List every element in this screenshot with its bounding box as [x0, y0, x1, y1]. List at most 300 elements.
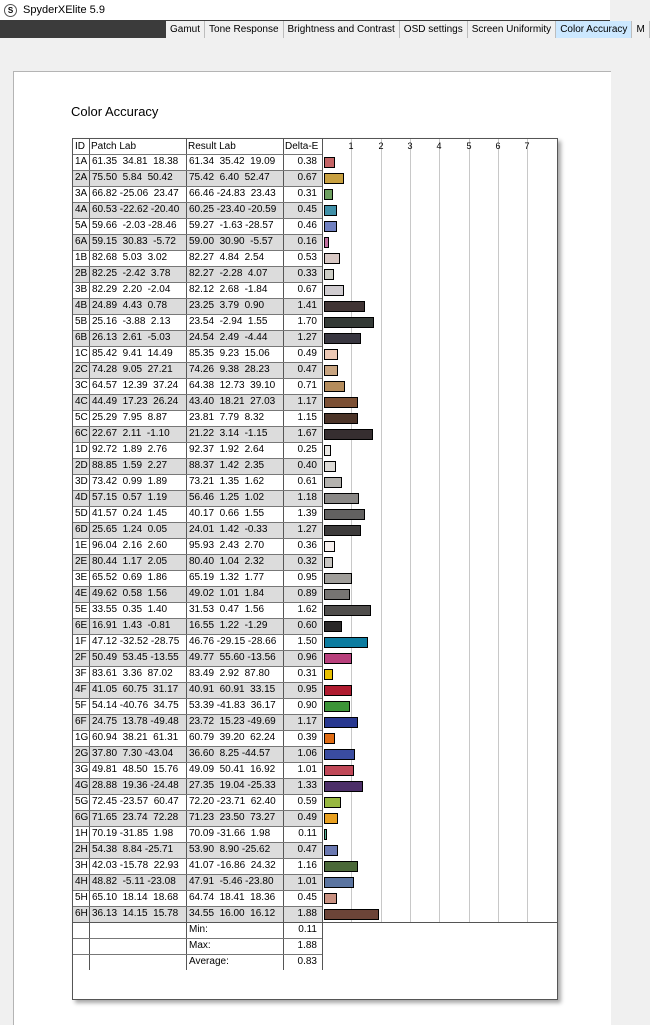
cell-result: 61.34 35.42 19.09 [189, 156, 276, 167]
scale-tick-label: 4 [436, 141, 442, 151]
table-row [73, 682, 557, 698]
cell-de: 0.33 [297, 268, 317, 279]
delta-e-bar [324, 413, 358, 424]
cell-patch: 24.75 13.78 -49.48 [92, 716, 179, 727]
cell-de: 0.95 [297, 572, 317, 583]
cell-de: 0.95 [297, 684, 317, 695]
summary-label: Min: [189, 924, 208, 935]
header-id: ID [75, 141, 85, 152]
cell-result: 71.23 23.50 73.27 [189, 812, 276, 823]
cell-result: 59.27 -1.63 -28.57 [189, 220, 274, 231]
cell-patch: 80.44 1.17 2.05 [92, 556, 168, 567]
delta-e-bar [324, 157, 335, 168]
cell-de: 0.32 [297, 556, 317, 567]
cell-de: 0.46 [297, 220, 317, 231]
cell-patch: 41.05 60.75 31.17 [92, 684, 179, 695]
cell-id: 1B [75, 252, 88, 263]
cell-id: 2A [75, 172, 88, 183]
cell-id: 6A [75, 236, 88, 247]
cell-de: 1.15 [297, 412, 317, 423]
cell-result: 56.46 1.25 1.02 [189, 492, 265, 503]
cell-id: 2D [75, 460, 88, 471]
cell-id: 1F [75, 636, 87, 647]
table-row [73, 858, 557, 874]
cell-result: 49.09 50.41 16.92 [189, 764, 276, 775]
table-row [73, 394, 557, 410]
table-row [73, 618, 557, 634]
cell-result: 53.90 8.90 -25.62 [189, 844, 271, 855]
delta-e-bar [324, 893, 337, 904]
window-title: SpyderXElite 5.9 [23, 4, 105, 16]
cell-result: 24.01 1.42 -0.33 [189, 524, 268, 535]
cell-de: 1.17 [297, 396, 317, 407]
cell-patch: 75.50 5.84 50.42 [92, 172, 173, 183]
cell-result: 49.02 1.01 1.84 [189, 588, 265, 599]
delta-e-bar [324, 253, 340, 264]
delta-e-bar [324, 269, 334, 280]
cell-result: 66.46 -24.83 23.43 [189, 188, 276, 199]
header-result: Result Lab [188, 141, 236, 152]
cell-patch: 82.25 -2.42 3.78 [92, 268, 171, 279]
cell-id: 4G [75, 780, 89, 791]
tab-m[interactable]: M [632, 21, 649, 38]
delta-e-bar [324, 381, 345, 392]
cell-id: 4C [75, 396, 88, 407]
cell-de: 0.47 [297, 844, 317, 855]
cell-patch: 74.28 9.05 27.21 [92, 364, 173, 375]
delta-e-bar [324, 445, 331, 456]
cell-id: 6D [75, 524, 88, 535]
delta-e-bar [324, 397, 358, 408]
delta-e-bar [324, 717, 358, 728]
cell-result: 23.25 3.79 0.90 [189, 300, 265, 311]
table-row [73, 826, 557, 842]
delta-e-bar [324, 909, 379, 920]
cell-result: 21.22 3.14 -1.15 [189, 428, 268, 439]
delta-e-bar [324, 333, 361, 344]
table-row [73, 698, 557, 714]
cell-patch: 26.13 2.61 -5.03 [92, 332, 171, 343]
table-row [73, 842, 557, 858]
cell-de: 1.88 [297, 908, 317, 919]
table-row [73, 810, 557, 826]
table-row [73, 346, 557, 362]
cell-id: 3C [75, 380, 88, 391]
delta-e-bar [324, 669, 333, 680]
cell-patch: 82.29 2.20 -2.04 [92, 284, 171, 295]
delta-e-bar [324, 461, 336, 472]
cell-result: 70.09 -31.66 1.98 [189, 828, 271, 839]
cell-result: 82.27 4.84 2.54 [189, 252, 265, 263]
cell-patch: 36.13 14.15 15.78 [92, 908, 179, 919]
cell-id: 4H [75, 876, 88, 887]
cell-id: 5A [75, 220, 88, 231]
cell-result: 59.00 30.90 -5.57 [189, 236, 273, 247]
cell-patch: 49.62 0.58 1.56 [92, 588, 168, 599]
app-icon: S [4, 4, 17, 17]
cell-id: 3F [75, 668, 87, 679]
cell-de: 0.16 [297, 236, 317, 247]
cell-de: 1.33 [297, 780, 317, 791]
cell-result: 64.74 18.41 18.36 [189, 892, 276, 903]
cell-result: 40.91 60.91 33.15 [189, 684, 276, 695]
table-row [73, 634, 557, 650]
delta-e-bar [324, 221, 337, 232]
scale-tick-label: 3 [407, 141, 413, 151]
delta-e-bar [324, 685, 352, 696]
table-row [73, 154, 557, 170]
cell-patch: 65.10 18.14 18.68 [92, 892, 179, 903]
table-row [73, 586, 557, 602]
cell-id: 5G [75, 796, 89, 807]
table-row [73, 362, 557, 378]
cell-patch: 65.52 0.69 1.86 [92, 572, 168, 583]
cell-de: 0.96 [297, 652, 317, 663]
delta-e-bar [324, 541, 335, 552]
delta-e-bar [324, 845, 338, 856]
cell-de: 0.45 [297, 892, 317, 903]
tab-screen-uniformity[interactable]: Screen Uniformity [468, 21, 556, 38]
table-row [73, 442, 557, 458]
delta-e-bar [324, 605, 371, 616]
summary-value: 0.83 [297, 956, 317, 967]
cell-id: 4D [75, 492, 88, 503]
cell-de: 1.27 [297, 332, 317, 343]
table-row [73, 298, 557, 314]
delta-e-bar [324, 365, 338, 376]
cell-de: 0.71 [297, 380, 317, 391]
scale-tick-label: 5 [466, 141, 472, 151]
cell-de: 1.67 [297, 428, 317, 439]
tab-tone-response[interactable]: Tone Response [205, 21, 284, 38]
cell-id: 6E [75, 620, 88, 631]
table-row [73, 282, 557, 298]
table-row [73, 266, 557, 282]
cell-result: 92.37 1.92 2.64 [189, 444, 265, 455]
cell-id: 1C [75, 348, 88, 359]
cell-patch: 16.91 1.43 -0.81 [92, 620, 171, 631]
cell-result: 23.81 7.79 8.32 [189, 412, 265, 423]
report-title: Color Accuracy [71, 104, 159, 119]
cell-patch: 85.42 9.41 14.49 [92, 348, 173, 359]
table-row [73, 218, 557, 234]
cell-result: 23.54 -2.94 1.55 [189, 316, 268, 327]
delta-e-bar [324, 877, 354, 888]
table-row [73, 506, 557, 522]
header-delta: Delta-E [285, 141, 319, 152]
cell-patch: 71.65 23.74 72.28 [92, 812, 179, 823]
cell-result: 24.54 2.49 -4.44 [189, 332, 268, 343]
tab-gamut[interactable]: Gamut [166, 21, 205, 38]
cell-patch: 59.15 30.83 -5.72 [92, 236, 176, 247]
tab-color-accuracy[interactable]: Color Accuracy [556, 21, 632, 38]
table-row [73, 410, 557, 426]
cell-id: 1H [75, 828, 88, 839]
table-row [73, 186, 557, 202]
cell-patch: 92.72 1.89 2.76 [92, 444, 168, 455]
cell-id: 2C [75, 364, 88, 375]
cell-result: 85.35 9.23 15.06 [189, 348, 270, 359]
color-accuracy-table [72, 138, 558, 1000]
delta-e-bar [324, 525, 361, 536]
cell-id: 6C [75, 428, 88, 439]
delta-e-bar [324, 301, 365, 312]
table-row [73, 234, 557, 250]
table-row [73, 794, 557, 810]
cell-result: 60.25 -23.40 -20.59 [189, 204, 277, 215]
cell-result: 64.38 12.73 39.10 [189, 380, 276, 391]
cell-id: 2E [75, 556, 88, 567]
delta-e-bar [324, 477, 342, 488]
cell-id: 6F [75, 716, 87, 727]
cell-result: 23.72 15.23 -49.69 [189, 716, 276, 727]
cell-result: 82.12 2.68 -1.84 [189, 284, 268, 295]
cell-patch: 28.88 19.36 -24.48 [92, 780, 179, 791]
cell-de: 0.38 [297, 156, 317, 167]
cell-de: 1.27 [297, 524, 317, 535]
cell-result: 82.27 -2.28 4.07 [189, 268, 268, 279]
table-row [73, 554, 557, 570]
cell-id: 4E [75, 588, 88, 599]
cell-id: 5F [75, 700, 87, 711]
cell-id: 4B [75, 300, 88, 311]
cell-patch: 22.67 2.11 -1.10 [92, 428, 170, 439]
cell-id: 2B [75, 268, 88, 279]
cell-de: 0.40 [297, 460, 317, 471]
delta-e-bar [324, 653, 352, 664]
delta-e-bar [324, 701, 350, 712]
cell-result: 49.77 55.60 -13.56 [189, 652, 276, 663]
table-row [73, 314, 557, 330]
cell-result: 83.49 2.92 87.80 [189, 668, 270, 679]
cell-result: 34.55 16.00 16.12 [189, 908, 276, 919]
cell-result: 36.60 8.25 -44.57 [189, 748, 271, 759]
table-row [73, 522, 557, 538]
cell-result: 95.93 2.43 2.70 [189, 540, 265, 551]
cell-patch: 73.42 0.99 1.89 [92, 476, 168, 487]
table-row [73, 426, 557, 442]
table-row [73, 202, 557, 218]
table-row [73, 778, 557, 794]
delta-e-bar [324, 781, 363, 792]
delta-e-bar [324, 237, 329, 248]
cell-patch: 61.35 34.81 18.38 [92, 156, 179, 167]
cell-patch: 96.04 2.16 2.60 [92, 540, 168, 551]
cell-result: 80.40 1.04 2.32 [189, 556, 265, 567]
delta-e-bar [324, 493, 359, 504]
cell-result: 73.21 1.35 1.62 [189, 476, 265, 487]
table-row [73, 378, 557, 394]
table-row [73, 874, 557, 890]
cell-de: 1.06 [297, 748, 317, 759]
table-row [73, 746, 557, 762]
delta-e-bar [324, 749, 355, 760]
tab-brightness-and-contrast[interactable]: Brightness and Contrast [284, 21, 400, 38]
delta-e-bar [324, 733, 335, 744]
cell-de: 0.61 [297, 476, 317, 487]
cell-id: 1D [75, 444, 88, 455]
cell-patch: 50.49 53.45 -13.55 [92, 652, 179, 663]
cell-id: 2F [75, 652, 87, 663]
summary-row-divider [73, 938, 322, 939]
cell-patch: 54.38 8.84 -25.71 [92, 844, 174, 855]
cell-id: 1A [75, 156, 88, 167]
cell-patch: 60.94 38.21 61.31 [92, 732, 179, 743]
delta-e-bar [324, 285, 344, 296]
cell-de: 0.45 [297, 204, 317, 215]
cell-de: 0.89 [297, 588, 317, 599]
scale-tick-label: 7 [524, 141, 530, 151]
cell-de: 1.17 [297, 716, 317, 727]
cell-de: 0.39 [297, 732, 317, 743]
cell-de: 0.49 [297, 812, 317, 823]
cell-patch: 41.57 0.24 1.45 [92, 508, 168, 519]
cell-de: 1.01 [297, 876, 317, 887]
table-row [73, 906, 557, 922]
delta-e-bar [324, 509, 365, 520]
table-row [73, 170, 557, 186]
cell-id: 3G [75, 764, 89, 775]
cell-patch: 59.66 -2.03 -28.46 [92, 220, 177, 231]
delta-e-bar [324, 317, 374, 328]
summary-label: Average: [189, 956, 229, 967]
cell-de: 0.31 [297, 668, 317, 679]
cell-result: 65.19 1.32 1.77 [189, 572, 265, 583]
cell-result: 74.26 9.38 28.23 [189, 364, 270, 375]
window-titlebar [0, 0, 610, 20]
tab-osd-settings[interactable]: OSD settings [400, 21, 468, 38]
table-row [73, 570, 557, 586]
delta-e-bar [324, 765, 354, 776]
scale-tick-label: 1 [348, 141, 354, 151]
cell-de: 1.01 [297, 764, 317, 775]
summary-label: Max: [189, 940, 211, 951]
delta-e-bar [324, 621, 342, 632]
cell-id: 6G [75, 812, 89, 823]
cell-id: 2H [75, 844, 88, 855]
cell-patch: 24.89 4.43 0.78 [92, 300, 168, 311]
cell-result: 53.39 -41.83 36.17 [189, 700, 276, 711]
table-row [73, 330, 557, 346]
cell-id: 5D [75, 508, 88, 519]
cell-id: 5C [75, 412, 88, 423]
cell-patch: 37.80 7.30 -43.04 [92, 748, 174, 759]
cell-de: 0.53 [297, 252, 317, 263]
cell-result: 27.35 19.04 -25.33 [189, 780, 276, 791]
cell-result: 46.76 -29.15 -28.66 [189, 636, 277, 647]
cell-de: 0.36 [297, 540, 317, 551]
cell-id: 3H [75, 860, 88, 871]
delta-e-bar [324, 861, 358, 872]
delta-e-bar [324, 637, 368, 648]
cell-id: 4A [75, 204, 88, 215]
cell-patch: 57.15 0.57 1.19 [92, 492, 168, 503]
delta-e-bar [324, 573, 352, 584]
cell-result: 16.55 1.22 -1.29 [189, 620, 268, 631]
cell-id: 5H [75, 892, 88, 903]
cell-result: 41.07 -16.86 24.32 [189, 860, 276, 871]
cell-de: 0.67 [297, 284, 317, 295]
table-row [73, 666, 557, 682]
delta-e-bar [324, 189, 333, 200]
cell-de: 0.49 [297, 348, 317, 359]
delta-e-bar [324, 429, 373, 440]
cell-patch: 88.85 1.59 2.27 [92, 460, 168, 471]
summary-value: 0.11 [298, 924, 317, 935]
cell-patch: 47.12 -32.52 -28.75 [92, 636, 180, 647]
summary-row-divider [73, 954, 322, 955]
cell-de: 0.31 [297, 188, 317, 199]
cell-id: 1G [75, 732, 89, 743]
scale-tick-label: 6 [495, 141, 501, 151]
cell-id: 3D [75, 476, 88, 487]
cell-de: 0.59 [297, 796, 317, 807]
delta-e-bar [324, 557, 333, 568]
table-row [73, 490, 557, 506]
table-row [73, 538, 557, 554]
delta-e-bar [324, 589, 350, 600]
cell-patch: 25.16 -3.88 2.13 [92, 316, 171, 327]
cell-result: 43.40 18.21 27.03 [189, 396, 276, 407]
delta-e-bar [324, 173, 344, 184]
cell-de: 1.41 [297, 300, 317, 311]
cell-id: 3B [75, 284, 88, 295]
cell-result: 88.37 1.42 2.35 [189, 460, 265, 471]
table-row [73, 250, 557, 266]
table-row [73, 458, 557, 474]
cell-patch: 66.82 -25.06 23.47 [92, 188, 179, 199]
cell-patch: 60.53 -22.62 -20.40 [92, 204, 180, 215]
cell-patch: 48.82 -5.11 -23.08 [92, 876, 176, 887]
cell-patch: 70.19 -31.85 1.98 [92, 828, 174, 839]
table-row [73, 602, 557, 618]
cell-de: 1.18 [297, 492, 317, 503]
cell-patch: 72.45 -23.57 60.47 [92, 796, 179, 807]
cell-de: 1.16 [297, 860, 317, 871]
cell-result: 72.20 -23.71 62.40 [189, 796, 276, 807]
cell-patch: 83.61 3.36 87.02 [92, 668, 173, 679]
table-row [73, 762, 557, 778]
delta-e-bar [324, 797, 341, 808]
cell-result: 40.17 0.66 1.55 [189, 508, 265, 519]
cell-patch: 82.68 5.03 3.02 [92, 252, 168, 263]
cell-de: 1.39 [297, 508, 317, 519]
cell-patch: 25.29 7.95 8.87 [92, 412, 168, 423]
tab-bar [166, 21, 645, 38]
cell-patch: 64.57 12.39 37.24 [92, 380, 179, 391]
cell-result: 60.79 39.20 62.24 [189, 732, 276, 743]
cell-patch: 25.65 1.24 0.05 [92, 524, 168, 535]
cell-de: 0.67 [297, 172, 317, 183]
cell-patch: 44.49 17.23 26.24 [92, 396, 179, 407]
cell-patch: 33.55 0.35 1.40 [92, 604, 168, 615]
cell-id: 5B [75, 316, 88, 327]
delta-e-bar [324, 813, 338, 824]
cell-id: 1E [75, 540, 88, 551]
table-row [73, 714, 557, 730]
table-row [73, 474, 557, 490]
cell-id: 6H [75, 908, 88, 919]
cell-de: 1.50 [297, 636, 317, 647]
table-row [73, 730, 557, 746]
cell-de: 0.11 [298, 828, 317, 839]
cell-result: 31.53 0.47 1.56 [189, 604, 265, 615]
cell-patch: 54.14 -40.76 34.75 [92, 700, 179, 711]
cell-id: 6B [75, 332, 88, 343]
cell-result: 47.91 -5.46 -23.80 [189, 876, 274, 887]
header-patch: Patch Lab [91, 141, 137, 152]
cell-id: 2G [75, 748, 89, 759]
